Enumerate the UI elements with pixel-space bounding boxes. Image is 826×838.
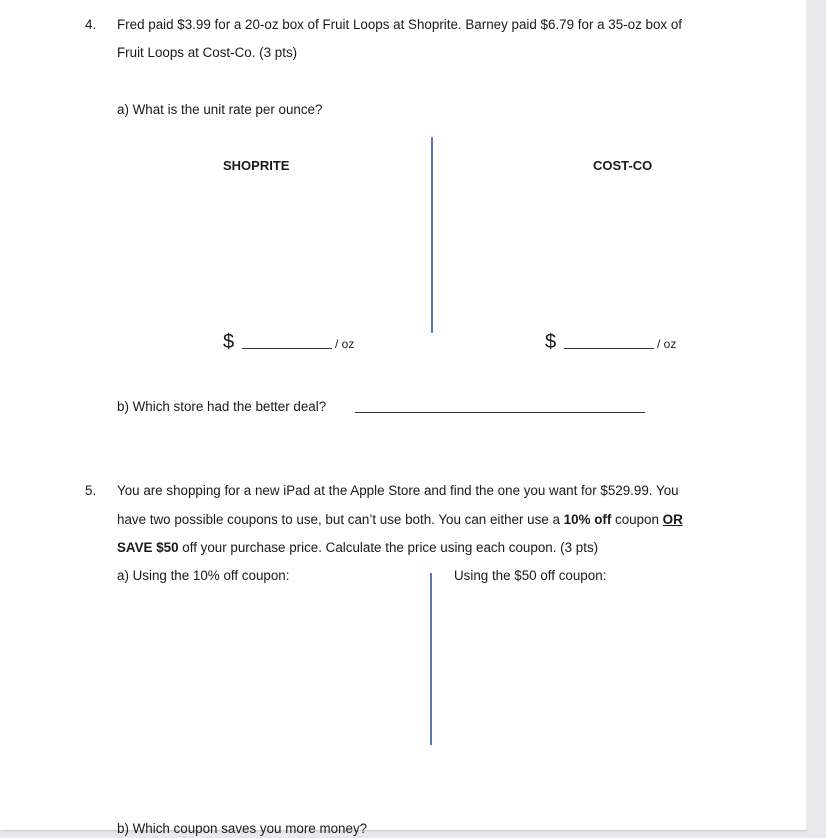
q4-text-line1: Fred paid $3.99 for a 20-oz box of Fruit Loops at Shoprite. Barney paid $6.79 for a 35-oz box of <box>117 17 682 32</box>
shoprite-answer-blank[interactable] <box>242 348 332 349</box>
shoprite-dollar-sign: $ <box>223 331 235 353</box>
q5-text-line2 <box>117 511 683 529</box>
save-fifty-emphasis: SAVE $50 <box>117 540 179 555</box>
q5-part-a-right: Using the $50 off coupon: <box>454 568 607 583</box>
q4-part-b: b) Which store had the better deal? <box>117 399 327 414</box>
q4-divider-line <box>431 137 433 333</box>
q5-line2-mid: coupon <box>611 512 663 527</box>
q5-number: 5. <box>85 483 97 498</box>
shoprite-label: SHOPRITE <box>223 158 290 173</box>
q5-part-a-left: a) Using the 10% off coupon: <box>117 568 290 583</box>
or-emphasis: OR <box>662 512 683 527</box>
q5-line3-text: off your purchase price. Calculate the price using each coupon. (3 pts) <box>178 540 599 555</box>
costco-answer-blank[interactable] <box>564 348 654 349</box>
q5-text-line1: You are shopping for a new iPad at the Apple Store and find the one you want for $529.99. You <box>117 483 679 498</box>
q5-text-line3 <box>117 539 598 557</box>
ten-percent-off-emphasis: 10% off <box>563 512 612 527</box>
q5-divider-line <box>430 573 432 745</box>
q4-part-a: a) What is the unit rate per ounce? <box>117 102 323 117</box>
costco-unit: / oz <box>657 337 677 351</box>
page-edge <box>806 0 826 830</box>
costco-dollar-sign: $ <box>545 331 557 353</box>
q5-part-b-cutoff: b) Which coupon saves you more money? <box>117 821 368 836</box>
shoprite-unit: / oz <box>335 337 355 351</box>
q4-number: 4. <box>85 17 97 32</box>
better-deal-answer-blank[interactable] <box>355 412 645 413</box>
q4-text-line2: Fruit Loops at Cost-Co. (3 pts) <box>117 45 298 60</box>
costco-label: COST-CO <box>593 158 653 173</box>
q5-line2-text: have two possible coupons to use, but can’t use both. You can either use a <box>117 512 564 527</box>
